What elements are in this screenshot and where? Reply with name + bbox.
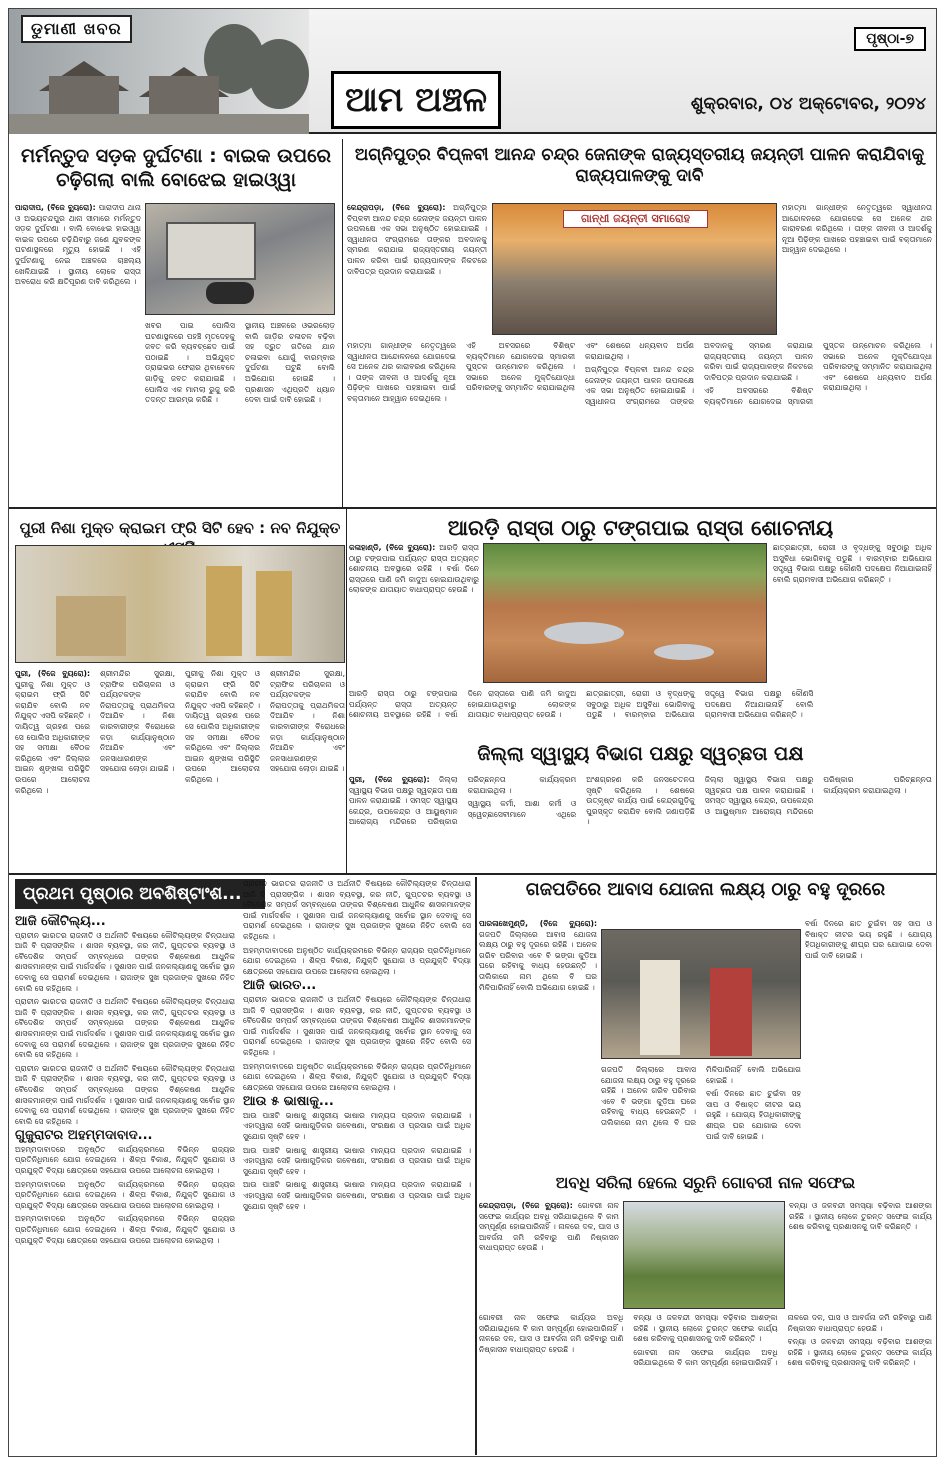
article-jayanti-body-a: କେନ୍ଦ୍ରାପଡ଼ା, (ବିଜେ ବ୍ୟୁରୋ): ଅଗ୍ନିପୁତ୍ର ବିପ୍ଳବୀ ଆନନ୍ଦ ଚନ୍ଦ୍ର ଜେନାଙ୍କ ଜୟନ୍ତୀ ପାଳନ ଉପଲକ୍ଷେ ଏକ ସଭା ଅନୁଷ୍ଠିତ ହୋଇଯାଇଛି । ସ୍ୱାଧୀନତା ସଂଗ୍ରାମରେ ତାଙ୍କର ଅବଦାନକୁ ସ୍ମରଣ କରାଯାଇ ରାଜ୍ୟସ୍ତରୀୟ ଜୟନ୍ତୀ ପାଳନ କରିବା ପାଇଁ ରାଜ୍ୟପାଳଙ୍କ ନିକଟରେ ଦାବିପତ୍ର ପ୍ରଦାନ କରାଯାଇଛି । xyxy=(347,203,487,276)
article-accident-body-a: ପାରାଦୀପ, (ବିଜେ ବ୍ୟୁରୋ): ପାରାଦୀପ ଥାନା ଓ ଅଭୟଚନ୍ଦପୁର ଥାନା ସୀମାରେ ମର୍ମନ୍ତୁଦ ସଡ଼କ ଦୁର୍ଘଟଣା । ବାଲି ବୋଝେଇ ହାଇଓ୍ୱା ବାଇକ ଉପରେ ଚଢ଼ିଯିବାରୁ ଜଣେ ଯୁବକଙ୍କ ଘଟଣାସ୍ଥଳରେ ମୃତ୍ୟୁ ହୋଇଛି । ଏହି ଦୁର୍ଘଟଣାକୁ ନେଇ ଅଞ୍ଚଳରେ ଚାଞ୍ଚଲ୍ୟ ଖେଳିଯାଇଛି । ସ୍ଥାନୀୟ ଲୋକେ ରାସ୍ତା ଅବରୋଧ କରି କ୍ଷତିପୂରଣ ଦାବି କରିଥିଲେ । xyxy=(15,203,141,287)
divider xyxy=(9,507,936,509)
photo-elderly-couple-hut xyxy=(601,929,801,1059)
article-jayanti-body-c: ମହାତ୍ମା ଗାନ୍ଧୀଙ୍କ ନେତୃତ୍ୱରେ ସ୍ୱାଧୀନତା ଆନ୍ଦୋଳନରେ ଯୋଗଦେଇ ସେ ଅନେକ ଥର କାରାବରଣ କରିଥିଲେ । ତାଙ୍କ ଜୀବନୀ ଓ ଆଦର୍ଶକୁ ନୂଆ ପିଢ଼ିଙ୍କ ପାଖରେ ପହଞ୍ଚାଇବା ପାଇଁ ବକ୍ତାମାନେ ଆହ୍ୱାନ ଦେଇଥିଲେ । ଏହି ଅବସରରେ ବିଶିଷ୍ଟ ବ୍ୟକ୍ତିମାନେ ଯୋଗଦେଇ ସ୍ମାରକୀ ପୁସ୍ତକ ଉନ୍ମୋଚନ କରିଥିଲେ । ସଭାରେ ଅନେକ ମୁକ୍ତିଯୋଦ୍ଧା ପରିବାରଙ୍କୁ ସମ୍ମାନିତ କରାଯାଇଥିଲା ଏବଂ ଶେଷରେ ଧନ୍ୟବାଦ ଅର୍ପଣ କରାଯାଇଥିଲା । ଅଗ୍ନିପୁତ୍ର ବିପ୍ଳବୀ ଆନନ୍ଦ ଚନ୍ଦ୍ର ଜେନାଙ୍କ ଜୟନ୍ତୀ ପାଳନ ଉପଲକ୍ଷେ ଏକ ସଭା ଅନୁଷ୍ଠିତ ହୋଇଯାଇଛି । ସ୍ୱାଧୀନତା ସଂଗ୍ରାମରେ ତାଙ୍କର ଅବଦାନକୁ ସ୍ମରଣ କରାଯାଇ ରାଜ୍ୟସ୍ତରୀୟ ଜୟନ୍ତୀ ପାଳନ କରିବା ପାଇଁ ରାଜ୍ୟପାଳଙ୍କ ନିକଟରେ ଦାବିପତ୍ର ପ୍ରଦାନ କରାଯାଇଛି । ଏହି ଅବସରରେ ବିଶିଷ୍ଟ ବ୍ୟକ୍ତିମାନେ ଯୋଗଦେଇ ସ୍ମାରକୀ ପୁସ୍ତକ ଉନ୍ମୋଚନ କରିଥିଲେ । ସଭାରେ ଅନେକ ମୁକ୍ତିଯୋଦ୍ଧା ପରିବାରଙ୍କୁ ସମ୍ମାନିତ କରାଯାଇଥିଲା ଏବଂ ଶେଷରେ ଧନ୍ୟବାଦ ଅର୍ପଣ କରାଯାଇଥିଲା । xyxy=(347,341,932,406)
column-divider xyxy=(346,509,347,873)
article-puri-sp xyxy=(15,513,345,869)
photo-road-mud xyxy=(483,543,767,683)
photo-jayanti-stage xyxy=(492,203,777,335)
issue-date: ଶୁକ୍ରବାର, ୦୪ ଅକ୍ଟୋବର, ୨୦୨୪ xyxy=(690,94,926,114)
article-road-body-c: ଆରଡ଼ି ରାସ୍ତା ଠାରୁ ଟଙ୍ଗପାଇ ପର୍ଯ୍ୟନ୍ତ ରାସ୍ତା ଅତ୍ୟନ୍ତ ଶୋଚନୀୟ ଅବସ୍ଥାରେ ରହିଛି । ବର୍ଷା ଦିନେ ରାସ୍ତାରେ ପାଣି ଜମି କାଦୁଅ ହୋଇଯାଉଥିବାରୁ ଲୋକଙ୍କ ଯାତାୟାତ ବାଧାପ୍ରାପ୍ତ ହେଉଛି । ଛାତ୍ରଛାତ୍ରୀ, ରୋଗୀ ଓ ବୃଦ୍ଧଙ୍କୁ ସବୁଠାରୁ ଅଧିକ ଅସୁବିଧା ଭୋଗିବାକୁ ପଡୁଛି । ବାରମ୍ବାର ଅଭିଯୋଗ ସତ୍ତ୍ୱେ ବିଭାଗ ପକ୍ଷରୁ କୌଣସି ପଦକ୍ଷେପ ନିଆଯାଇନାହିଁ ବୋଲି ଗ୍ରାମବାସୀ ଅଭିଯୋଗ କରିଛନ୍ତି । xyxy=(349,689,814,720)
newspaper-page xyxy=(8,8,937,1457)
article-gajapati-housing xyxy=(479,879,932,1171)
section-title: ଆମ ଅଞ୍ଚଳ xyxy=(331,71,501,129)
article-gobari-body-c: ଗୋବରୀ ନାଳ ସଫେଇ କାର୍ଯ୍ୟର ଅବଧି ସରିଯାଇଥିଲେ ବି କାମ ସମ୍ପୂର୍ଣ୍ଣ ହୋଇପାରିନାହିଁ । ନାଳରେ ଦଳ, ଘାସ ଓ ଆବର୍ଜନା ଜମି ରହିବାରୁ ପାଣି ନିଷ୍କାସନ ବାଧାପ୍ରାପ୍ତ ହେଉଛି । ବନ୍ୟା ଓ ଜଳବନ୍ଦୀ ସମସ୍ୟା ବଢ଼ିବାର ଆଶଙ୍କା ରହିଛି । ସ୍ଥାନୀୟ ଲୋକେ ତୁରନ୍ତ ସଫେଇ କାର୍ଯ୍ୟ ଶେଷ କରିବାକୁ ପ୍ରଶାସନକୁ ଦାବି କରିଛନ୍ତି । ଗୋବରୀ ନାଳ ସଫେଇ କାର୍ଯ୍ୟର ଅବଧି ସରିଯାଇଥିଲେ ବି କାମ ସମ୍ପୂର୍ଣ୍ଣ ହୋଇପାରିନାହିଁ । ନାଳରେ ଦଳ, ଘାସ ଓ ଆବର୍ଜନା ଜମି ରହିବାରୁ ପାଣି ନିଷ୍କାସନ ବାଧାପ୍ରାପ୍ତ ହେଉଛି । ବନ୍ୟା ଓ ଜଳବନ୍ଦୀ ସମସ୍ୟା ବଢ଼ିବାର ଆଶଙ୍କା ରହିଛି । ସ୍ଥାନୀୟ ଲୋକେ ତୁରନ୍ତ ସଫେଇ କାର୍ଯ୍ୟ ଶେଷ କରିବାକୁ ପ୍ରଶାସନକୁ ଦାବି କରିଛନ୍ତି । xyxy=(479,1313,932,1368)
photo-canal-weeds xyxy=(623,1201,785,1309)
column-divider xyxy=(475,877,477,1455)
continuation-banner: ପ୍ରଥମ ପୃଷ୍ଠାର ଅବଶିଷ୍ଟାଂଶ... xyxy=(15,879,265,909)
article-accident-body-b: ଖବର ପାଇ ପୋଲିସ ଘଟଣାସ୍ଥଳରେ ପହଞ୍ଚି ମୃତଦେହକୁ ଜବତ କରି ବ୍ୟବଚ୍ଛେଦ ପାଇଁ ପଠାଇଛି । ଅଭିଯୁକ୍ତ ଡ୍ରାଇଭର ଫେରାର ଥିବାବେଳେ ଗାଡ଼ିକୁ ଜବତ କରାଯାଇଛି । ପୋଲିସ ଏକ ମାମଲା ରୁଜୁ କରି ତଦନ୍ତ ଆରମ୍ଭ କରିଛି । ସ୍ଥାନୀୟ ଅଞ୍ଚଳରେ ଓଭରଲୋଡ଼ ବାଲି ଗାଡ଼ିର ଚଳାଚଳ ବଢ଼ିବା ସହ ଦ୍ରୁତ ଗତିରେ ଯାନ ଚଳାଇବା ଯୋଗୁଁ ବାରମ୍ବାର ଦୁର୍ଘଟଣା ଘଟୁଛି ବୋଲି ଅଭିଯୋଗ ହୋଇଛି । ପ୍ରଶାସନ ଏଥିପ୍ରତି ଧ୍ୟାନ ଦେବା ପାଇଁ ଦାବି ହୋଇଛି । xyxy=(145,321,335,405)
headline-gobari-nala: ଅବଧି ସରିଲା ହେଲେ ସରୁନି ଗୋବରୀ ନାଳ ସଫେଇ xyxy=(555,1173,856,1192)
dateline: ପାରାଦୀପ, (ବିଜେ ବ୍ୟୁରୋ): xyxy=(15,203,96,212)
article-accident xyxy=(15,145,337,503)
subhead-five-languages: ଆଉ ୫ ଭାଷାକୁ... xyxy=(243,1094,334,1110)
article-road-body-a: କଳାହାଣ୍ଡି, (ବିଜେ ବ୍ୟୁରୋ): ଆରଡ଼ି ରାସ୍ତା ଠାରୁ ଟଙ୍ଗପାଇ ପର୍ଯ୍ୟନ୍ତ ରାସ୍ତା ଅତ୍ୟନ୍ତ ଶୋଚନୀୟ ଅବସ୍ଥାରେ ରହିଛି । ବର୍ଷା ଦିନେ ରାସ୍ତାରେ ପାଣି ଜମି କାଦୁଅ ହୋଇଯାଉଥିବାରୁ ଲୋକଙ୍କ ଯାତାୟାତ ବାଧାପ୍ରାପ୍ତ ହେଉଛି । xyxy=(349,543,479,595)
headline-accident: ମର୍ମନ୍ତୁଦ ସଡ଼କ ଦୁର୍ଘଟଣା : ବାଇକ ଉପରେ ଚଢ଼ିଗଲା ବାଲି ବୋଝେଇ ହାଇଓ୍ୱା xyxy=(20,145,332,191)
article-gobari-nala xyxy=(479,1173,932,1453)
headline-jayanti: ଅଗ୍ନିପୁତ୍ର ବିପ୍ଳବୀ ଆନନ୍ଦ ଚନ୍ଦ୍ର ଜେନାଙ୍କ ରାଜ୍ୟସ୍ତରୀୟ ଜୟନ୍ତୀ ପାଳନ କରାଯିବାକୁ ରାଜ୍ୟପାଳଙ୍କୁ ଦାବି xyxy=(354,145,925,187)
article-jayanti xyxy=(347,145,932,503)
headline-health: ଜିଲ୍ଲା ସ୍ୱାସ୍ଥ୍ୟ ବିଭାଗ ପକ୍ଷରୁ ସ୍ୱଚ୍ଛତା ପକ୍ଷ xyxy=(477,743,804,765)
subhead-aji-bharat: ଆଜି ଭାରତ... xyxy=(243,978,317,994)
continuation-col-b: ପ୍ରାଚୀନ ଭାରତର ରାଜନୀତି ଓ ଅର୍ଥନୀତି ବିଷୟରେ କୌଟିଲ୍ୟଙ୍କ ଚିନ୍ତାଧାରା ଆଜି ବି ପ୍ରାସଙ୍ଗିକ । ଶାସନ ବ୍ୟବସ୍ଥା, କର ନୀତି, ଗୁପ୍ତଚର ବ୍ୟବସ୍ଥା ଓ ବୈଦେଶିକ ସମ୍ପର୍କ ସମ୍ବନ୍ଧରେ ତାଙ୍କର ବିଶ୍ଳେଷଣ ଆଧୁନିକ ଶାସକମାନଙ୍କ ପାଇଁ ମାର୍ଗଦର୍ଶକ । ସୁଶାସନ ପାଇଁ ଜନକଲ୍ୟାଣକୁ ସର୍ବୋଚ୍ଚ ସ୍ଥାନ ଦେବାକୁ ସେ ପରାମର୍ଶ ଦେଇଥିଲେ । ରାଜାଙ୍କ ସୁଖ ପ୍ରଜାଙ୍କ ସୁଖରେ ନିହିତ ବୋଲି ସେ କହିଥିଲେ । ଅହମ୍ମଦାବାଦରେ ଅନୁଷ୍ଠିତ କାର୍ଯ୍ୟକ୍ରମରେ ବିଭିନ୍ନ ରାଜ୍ୟର ପ୍ରତିନିଧିମାନେ ଯୋଗ ଦେଇଥିଲେ । ଶିଳ୍ପ ବିକାଶ, ନିଯୁକ୍ତି ସୁଯୋଗ ଓ ପ୍ରଯୁକ୍ତି ବିଦ୍ୟା କ୍ଷେତ୍ରରେ ସହଯୋଗ ଉପରେ ଆଲୋଚନା ହୋଇଥିଲା । ଆଜି ଭାରତ... ପ୍ରାଚୀନ ଭାରତର ରାଜନୀତି ଓ ଅର୍ଥନୀତି ବିଷୟରେ କୌଟିଲ୍ୟଙ୍କ ଚିନ୍ତାଧାରା ଆଜି ବି ପ୍ରାସଙ୍ଗିକ । ଶାସନ ବ୍ୟବସ୍ଥା, କର ନୀତି, ଗୁପ୍ତଚର ବ୍ୟବସ୍ଥା ଓ ବୈଦେଶିକ ସମ୍ପର୍କ ସମ୍ବନ୍ଧରେ ତାଙ୍କର ବିଶ୍ଳେଷଣ ଆଧୁନିକ ଶାସକମାନଙ୍କ ପାଇଁ ମାର୍ଗଦର୍ଶକ । ସୁଶାସନ ପାଇଁ ଜନକଲ୍ୟାଣକୁ ସର୍ବୋଚ୍ଚ ସ୍ଥାନ ଦେବାକୁ ସେ ପରାମର୍ଶ ଦେଇଥିଲେ । ରାଜାଙ୍କ ସୁଖ ପ୍ରଜାଙ୍କ ସୁଖରେ ନିହିତ ବୋଲି ସେ କହିଥିଲେ । ଅହମ୍ମଦାବାଦରେ ଅନୁଷ୍ଠିତ କାର୍ଯ୍ୟକ୍ରମରେ ବିଭିନ୍ନ ରାଜ୍ୟର ପ୍ରତିନିଧିମାନେ ଯୋଗ ଦେଇଥିଲେ । ଶିଳ୍ପ ବିକାଶ, ନିଯୁକ୍ତି ସୁଯୋଗ ଓ ପ୍ରଯୁକ୍ତି ବିଦ୍ୟା କ୍ଷେତ୍ରରେ ସହଯୋଗ ଉପରେ ଆଲୋଚନା ହୋଇଥିଲା । ଆଉ ୫ ଭାଷାକୁ... ଆଉ ପାଞ୍ଚଟି ଭାଷାକୁ ଶାସ୍ତ୍ରୀୟ ଭାଷାର ମାନ୍ୟତା ପ୍ରଦାନ କରାଯାଇଛି । ଏହାଦ୍ୱାରା ସେହି ଭାଷାଗୁଡ଼ିକର ଗବେଷଣା, ସଂରକ୍ଷଣ ଓ ପ୍ରସାର ପାଇଁ ଅଧିକ ସୁଯୋଗ ସୃଷ୍ଟି ହେବ । ଆଉ ପାଞ୍ଚଟି ଭାଷାକୁ ଶାସ୍ତ୍ରୀୟ ଭାଷାର ମାନ୍ୟତା ପ୍ରଦାନ କରାଯାଇଛି । ଏହାଦ୍ୱାରା ସେହି ଭାଷାଗୁଡ଼ିକର ଗବେଷଣା, ସଂରକ୍ଷଣ ଓ ପ୍ରସାର ପାଇଁ ଅଧିକ ସୁଯୋଗ ସୃଷ୍ଟି ହେବ । ଆଉ ପାଞ୍ଚଟି ଭାଷାକୁ ଶାସ୍ତ୍ରୀୟ ଭାଷାର ମାନ୍ୟତା ପ୍ରଦାନ କରାଯାଇଛି । ଏହାଦ୍ୱାରା ସେହି ଭାଷାଗୁଡ଼ିକର ଗବେଷଣା, ସଂରକ୍ଷଣ ଓ ପ୍ରସାର ପାଇଁ ଅଧିକ ସୁଯୋଗ ସୃଷ୍ଟି ହେବ । xyxy=(243,879,471,1211)
photo-puri-sp-office xyxy=(15,545,345,663)
article-gajapati-body-c: ଗଜପତି ଜିଲ୍ଲାରେ ଆବାସ ଯୋଜନା ଲକ୍ଷ୍ୟ ଠାରୁ ବହୁ ଦୂରରେ ରହିଛି । ଅନେକ ଗରିବ ପରିବାର ଏବେ ବି ଭଙ୍ଗା କୁଡ଼ିଆ ଘରେ ରହିବାକୁ ବାଧ୍ୟ ହେଉଛନ୍ତି । ତାଲିକାରେ ନାମ ଥିଲେ ବି ଘର ମିଳିପାରିନାହିଁ ବୋଲି ଅଭିଯୋଗ ହୋଇଛି । ବର୍ଷା ଦିନରେ ଛାତ ଚୁଇଁବା ସହ ସାପ ଓ ବିଷାକ୍ତ କୀଟର ଭୟ ରହୁଛି । ଯୋଗ୍ୟ ହିତାଧିକାରୀଙ୍କୁ ଶୀଘ୍ର ଘର ଯୋଗାଇ ଦେବା ପାଇଁ ଦାବି ହୋଇଛି । xyxy=(601,1065,801,1141)
subhead-kautilya: ଆଜି କୌଟିଲ୍ୟ... xyxy=(15,914,106,929)
headline-road: ଆରଡ଼ି ରାସ୍ତା ଠାରୁ ଟଙ୍ଗପାଇ ରାସ୍ତା ଶୋଚନୀୟ xyxy=(447,516,834,540)
headline-gajapati-housing: ଗଜପତିରେ ଆବାସ ଯୋଜନା ଲକ୍ଷ୍ୟ ଠାରୁ ବହୁ ଦୂରରେ xyxy=(525,879,886,900)
photo-accident-truck xyxy=(145,203,335,315)
article-puri-sp-body: ପୁରୀ, (ବିଜେ ବ୍ୟୁରୋ): ପୁରୀକୁ ନିଶା ମୁକ୍ତ ଓ କ୍ରାଇମ ଫ୍ରି ସିଟି କରାଯିବ ବୋଲି ନବ ନିଯୁକ୍ତ ଏସପି କହିଛନ୍ତି । ଦାୟିତ୍ୱ ଗ୍ରହଣ ପରେ ସେ ପୋଲିସ ଅଧିକାରୀଙ୍କ ସହ ସମୀକ୍ଷା ବୈଠକ କରିଥିଲେ ଏବଂ ଜିଲ୍ଲାର ଆଇନ ଶୃଙ୍ଖଳା ପରିସ୍ଥିତି ଉପରେ ଆଲୋଚନା କରିଥିଲେ । ଶ୍ରୀମନ୍ଦିର ସୁରକ୍ଷା, ଟ୍ରାଫିକ ପରିଚାଳନା ଓ ପର୍ଯ୍ୟଟକଙ୍କ ନିରାପତ୍ତାକୁ ପ୍ରାଥମିକତା ଦିଆଯିବ । ନିଶା କାରବାରୀଙ୍କ ବିରୋଧରେ କଡ଼ା କାର୍ଯ୍ୟାନୁଷ୍ଠାନ ନିଆଯିବ ଏବଂ ଜନସାଧାରଣଙ୍କ ସହଯୋଗ ଲୋଡ଼ା ଯାଇଛି । ପୁରୀକୁ ନିଶା ମୁକ୍ତ ଓ କ୍ରାଇମ ଫ୍ରି ସିଟି କରାଯିବ ବୋଲି ନବ ନିଯୁକ୍ତ ଏସପି କହିଛନ୍ତି । ଦାୟିତ୍ୱ ଗ୍ରହଣ ପରେ ସେ ପୋଲିସ ଅଧିକାରୀଙ୍କ ସହ ସମୀକ୍ଷା ବୈଠକ କରିଥିଲେ ଏବଂ ଜିଲ୍ଲାର ଆଇନ ଶୃଙ୍ଖଳା ପରିସ୍ଥିତି ଉପରେ ଆଲୋଚନା କରିଥିଲେ । ଶ୍ରୀମନ୍ଦିର ସୁରକ୍ଷା, ଟ୍ରାଫିକ ପରିଚାଳନା ଓ ପର୍ଯ୍ୟଟକଙ୍କ ନିରାପତ୍ତାକୁ ପ୍ରାଥମିକତା ଦିଆଯିବ । ନିଶା କାରବାରୀଙ୍କ ବିରୋଧରେ କଡ଼ା କାର୍ଯ୍ୟାନୁଷ୍ଠାନ ନିଆଯିବ ଏବଂ ଜନସାଧାରଣଙ୍କ ସହଯୋଗ ଲୋଡ଼ା ଯାଇଛି । xyxy=(15,669,345,795)
masthead xyxy=(9,9,936,134)
headline-puri-sp: ପୁରୀ ନିଶା ମୁକ୍ତ କ୍ରାଇମ ଫ୍ରି ସିଟି ହେବ : ନବ ନିଯୁକ୍ତ xyxy=(19,519,341,537)
page-number: ପୃଷ୍ଠା-୭ xyxy=(854,27,926,51)
continuation-col-a: ଆଜି କୌଟିଲ୍ୟ... ପ୍ରାଚୀନ ଭାରତର ରାଜନୀତି ଓ ଅର୍ଥନୀତି ବିଷୟରେ କୌଟିଲ୍ୟଙ୍କ ଚିନ୍ତାଧାରା ଆଜି ବି ପ୍ରାସଙ୍ଗିକ । ଶାସନ ବ୍ୟବସ୍ଥା, କର ନୀତି, ଗୁପ୍ତଚର ବ୍ୟବସ୍ଥା ଓ ବୈଦେଶିକ ସମ୍ପର୍କ ସମ୍ବନ୍ଧରେ ତାଙ୍କର ବିଶ୍ଳେଷଣ ଆଧୁନିକ ଶାସକମାନଙ୍କ ପାଇଁ ମାର୍ଗଦର୍ଶକ । ସୁଶାସନ ପାଇଁ ଜନକଲ୍ୟାଣକୁ ସର୍ବୋଚ୍ଚ ସ୍ଥାନ ଦେବାକୁ ସେ ପରାମର୍ଶ ଦେଇଥିଲେ । ରାଜାଙ୍କ ସୁଖ ପ୍ରଜାଙ୍କ ସୁଖରେ ନିହିତ ବୋଲି ସେ କହିଥିଲେ । ପ୍ରାଚୀନ ଭାରତର ରାଜନୀତି ଓ ଅର୍ଥନୀତି ବିଷୟରେ କୌଟିଲ୍ୟଙ୍କ ଚିନ୍ତାଧାରା ଆଜି ବି ପ୍ରାସଙ୍ଗିକ । ଶାସନ ବ୍ୟବସ୍ଥା, କର ନୀତି, ଗୁପ୍ତଚର ବ୍ୟବସ୍ଥା ଓ ବୈଦେଶିକ ସମ୍ପର୍କ ସମ୍ବନ୍ଧରେ ତାଙ୍କର ବିଶ୍ଳେଷଣ ଆଧୁନିକ ଶାସକମାନଙ୍କ ପାଇଁ ମାର୍ଗଦର୍ଶକ । ସୁଶାସନ ପାଇଁ ଜନକଲ୍ୟାଣକୁ ସର୍ବୋଚ୍ଚ ସ୍ଥାନ ଦେବାକୁ ସେ ପରାମର୍ଶ ଦେଇଥିଲେ । ରାଜାଙ୍କ ସୁଖ ପ୍ରଜାଙ୍କ ସୁଖରେ ନିହିତ ବୋଲି ସେ କହିଥିଲେ । ପ୍ରାଚୀନ ଭାରତର ରାଜନୀତି ଓ ଅର୍ଥନୀତି ବିଷୟରେ କୌଟିଲ୍ୟଙ୍କ ଚିନ୍ତାଧାରା ଆଜି ବି ପ୍ରାସଙ୍ଗିକ । ଶାସନ ବ୍ୟବସ୍ଥା, କର ନୀତି, ଗୁପ୍ତଚର ବ୍ୟବସ୍ଥା ଓ ବୈଦେଶିକ ସମ୍ପର୍କ ସମ୍ବନ୍ଧରେ ତାଙ୍କର ବିଶ୍ଳେଷଣ ଆଧୁନିକ ଶାସକମାନଙ୍କ ପାଇଁ ମାର୍ଗଦର୍ଶକ । ସୁଶାସନ ପାଇଁ ଜନକଲ୍ୟାଣକୁ ସର୍ବୋଚ୍ଚ ସ୍ଥାନ ଦେବାକୁ ସେ ପରାମର୍ଶ ଦେଇଥିଲେ । ରାଜାଙ୍କ ସୁଖ ପ୍ରଜାଙ୍କ ସୁଖରେ ନିହିତ ବୋଲି ସେ କହିଥିଲେ । ଗୁଜୁରାଟର ଅହମ୍ମଦାବାଦ... ଅହମ୍ମଦାବାଦରେ ଅନୁଷ୍ଠିତ କାର୍ଯ୍ୟକ୍ରମରେ ବିଭିନ୍ନ ରାଜ୍ୟର ପ୍ରତିନିଧିମାନେ ଯୋଗ ଦେଇଥିଲେ । ଶିଳ୍ପ ବିକାଶ, ନିଯୁକ୍ତି ସୁଯୋଗ ଓ ପ୍ରଯୁକ୍ତି ବିଦ୍ୟା କ୍ଷେତ୍ରରେ ସହଯୋଗ ଉପରେ ଆଲୋଚନା ହୋଇଥିଲା । ଅହମ୍ମଦାବାଦରେ ଅନୁଷ୍ଠିତ କାର୍ଯ୍ୟକ୍ରମରେ ବିଭିନ୍ନ ରାଜ୍ୟର ପ୍ରତିନିଧିମାନେ ଯୋଗ ଦେଇଥିଲେ । ଶିଳ୍ପ ବିକାଶ, ନିଯୁକ୍ତି ସୁଯୋଗ ଓ ପ୍ରଯୁକ୍ତି ବିଦ୍ୟା କ୍ଷେତ୍ରରେ ସହଯୋଗ ଉପରେ ଆଲୋଚନା ହୋଇଥିଲା । ଅହମ୍ମଦାବାଦରେ ଅନୁଷ୍ଠିତ କାର୍ଯ୍ୟକ୍ରମରେ ବିଭିନ୍ନ ରାଜ୍ୟର ପ୍ରତିନିଧିମାନେ ଯୋଗ ଦେଇଥିଲେ । ଶିଳ୍ପ ବିକାଶ, ନିଯୁକ୍ତି ସୁଯୋଗ ଓ ପ୍ରଯୁକ୍ତି ବିଦ୍ୟା କ୍ଷେତ୍ରରେ ସହଯୋଗ ଉପରେ ଆଲୋଚନା ହୋଇଥିଲା । xyxy=(15,914,235,1245)
article-health xyxy=(349,743,932,869)
article-gobari-body-a: କେନ୍ଦ୍ରାପଡ଼ା, (ବିଜେ ବ୍ୟୁରୋ): ଗୋବରୀ ନାଳ ସଫେଇ କାର୍ଯ୍ୟର ଅବଧି ସରିଯାଇଥିଲେ ବି କାମ ସମ୍ପୂର୍ଣ୍ଣ ହୋଇପାରିନାହିଁ । ନାଳରେ ଦଳ, ଘାସ ଓ ଆବର୍ଜନା ଜମି ରହିବାରୁ ପାଣି ନିଷ୍କାସନ ବାଧାପ୍ରାପ୍ତ ହେଉଛି । xyxy=(479,1201,619,1253)
subhead-ahmedabad: ଗୁଜୁରାଟର ଅହମ୍ମଦାବାଦ... xyxy=(15,1128,153,1144)
column-divider xyxy=(342,139,343,507)
divider xyxy=(9,873,936,875)
article-gobari-body-b: ବନ୍ୟା ଓ ଜଳବନ୍ଦୀ ସମସ୍ୟା ବଢ଼ିବାର ଆଶଙ୍କା ରହିଛି । ସ୍ଥାନୀୟ ଲୋକେ ତୁରନ୍ତ ସଫେଇ କାର୍ଯ୍ୟ ଶେଷ କରିବାକୁ ପ୍ରଶାସନକୁ ଦାବି କରିଛନ୍ତି । xyxy=(789,1201,932,1232)
article-gajapati-body-b: ବର୍ଷା ଦିନରେ ଛାତ ଚୁଇଁବା ସହ ସାପ ଓ ବିଷାକ୍ତ କୀଟର ଭୟ ରହୁଛି । ଯୋଗ୍ୟ ହିତାଧିକାରୀଙ୍କୁ ଶୀଘ୍ର ଘର ଯୋଗାଇ ଦେବା ପାଇଁ ଦାବି ହୋଇଛି । xyxy=(805,919,932,960)
article-gajapati-body-a: ପାରଳାଖେମୁଣ୍ଡି, (ବିଜେ ବ୍ୟୁରୋ): ଗଜପତି ଜିଲ୍ଲାରେ ଆବାସ ଯୋଜନା ଲକ୍ଷ୍ୟ ଠାରୁ ବହୁ ଦୂରରେ ରହିଛି । ଅନେକ ଗରିବ ପରିବାର ଏବେ ବି ଭଙ୍ଗା କୁଡ଼ିଆ ଘରେ ରହିବାକୁ ବାଧ୍ୟ ହେଉଛନ୍ତି । ତାଲିକାରେ ନାମ ଥିଲେ ବି ଘର ମିଳିପାରିନାହିଁ ବୋଲି ଅଭିଯୋଗ ହୋଇଛି । xyxy=(479,919,597,992)
article-health-body: ପୁରୀ, (ବିଜେ ବ୍ୟୁରୋ): ଜିଲ୍ଲା ସ୍ୱାସ୍ଥ୍ୟ ବିଭାଗ ପକ୍ଷରୁ ସ୍ୱଚ୍ଛତା ପକ୍ଷ ପାଳନ କରାଯାଇଛି । ସମସ୍ତ ସ୍ୱାସ୍ଥ୍ୟ କେନ୍ଦ୍ର, ଉପକେନ୍ଦ୍ର ଓ ଆୟୁଷ୍ମାନ ଆରୋଗ୍ୟ ମନ୍ଦିରରେ ପରିଷ୍କାର ପରିଚ୍ଛନ୍ନତା କାର୍ଯ୍ୟକ୍ରମ କରାଯାଇଥିଲା । ସ୍ୱାସ୍ଥ୍ୟ କର୍ମୀ, ଆଶା କର୍ମୀ ଓ ସ୍ୱେଚ୍ଛାସେବୀମାନେ ଏଥିରେ ଅଂଶଗ୍ରହଣ କରି ଜନସଚେତନତା ସୃଷ୍ଟି କରିଥିଲେ । ଶେଷରେ ଉତ୍କୃଷ୍ଟ କାର୍ଯ୍ୟ ପାଇଁ କେନ୍ଦ୍ରଗୁଡ଼ିକୁ ପୁରସ୍କୃତ କରାଯିବ ବୋଲି ଜଣାପଡ଼ିଛି । ଜିଲ୍ଲା ସ୍ୱାସ୍ଥ୍ୟ ବିଭାଗ ପକ୍ଷରୁ ସ୍ୱଚ୍ଛତା ପକ୍ଷ ପାଳନ କରାଯାଇଛି । ସମସ୍ତ ସ୍ୱାସ୍ଥ୍ୟ କେନ୍ଦ୍ର, ଉପକେନ୍ଦ୍ର ଓ ଆୟୁଷ୍ମାନ ଆରୋଗ୍ୟ ମନ୍ଦିରରେ ପରିଷ୍କାର ପରିଚ୍ଛନ୍ନତା କାର୍ଯ୍ୟକ୍ରମ କରାଯାଇଥିଲା । xyxy=(349,775,932,827)
article-road xyxy=(349,513,932,739)
article-road-body-b: ଛାତ୍ରଛାତ୍ରୀ, ରୋଗୀ ଓ ବୃଦ୍ଧଙ୍କୁ ସବୁଠାରୁ ଅଧିକ ଅସୁବିଧା ଭୋଗିବାକୁ ପଡୁଛି । ବାରମ୍ବାର ଅଭିଯୋଗ ସତ୍ତ୍ୱେ ବିଭାଗ ପକ୍ଷରୁ କୌଣସି ପଦକ୍ଷେପ ନିଆଯାଇନାହିଁ ବୋଲି ଗ୍ରାମବାସୀ ଅଭିଯୋଗ କରିଛନ୍ତି । xyxy=(773,543,932,584)
newspaper-brand: ଡୁମାଣୀ ଖବର xyxy=(21,15,132,43)
photo-banner-text: ଗାନ୍ଧୀ ଜୟନ୍ତୀ ସମାରୋହ xyxy=(563,210,708,228)
article-jayanti-body-b: ମହାତ୍ମା ଗାନ୍ଧୀଙ୍କ ନେତୃତ୍ୱରେ ସ୍ୱାଧୀନତା ଆନ୍ଦୋଳନରେ ଯୋଗଦେଇ ସେ ଅନେକ ଥର କାରାବରଣ କରିଥିଲେ । ତାଙ୍କ ଜୀବନୀ ଓ ଆଦର୍ଶକୁ ନୂଆ ପିଢ଼ିଙ୍କ ପାଖରେ ପହଞ୍ଚାଇବା ପାଇଁ ବକ୍ତାମାନେ ଆହ୍ୱାନ ଦେଇଥିଲେ । xyxy=(782,203,932,255)
article-front-page-continuation xyxy=(15,879,471,1453)
